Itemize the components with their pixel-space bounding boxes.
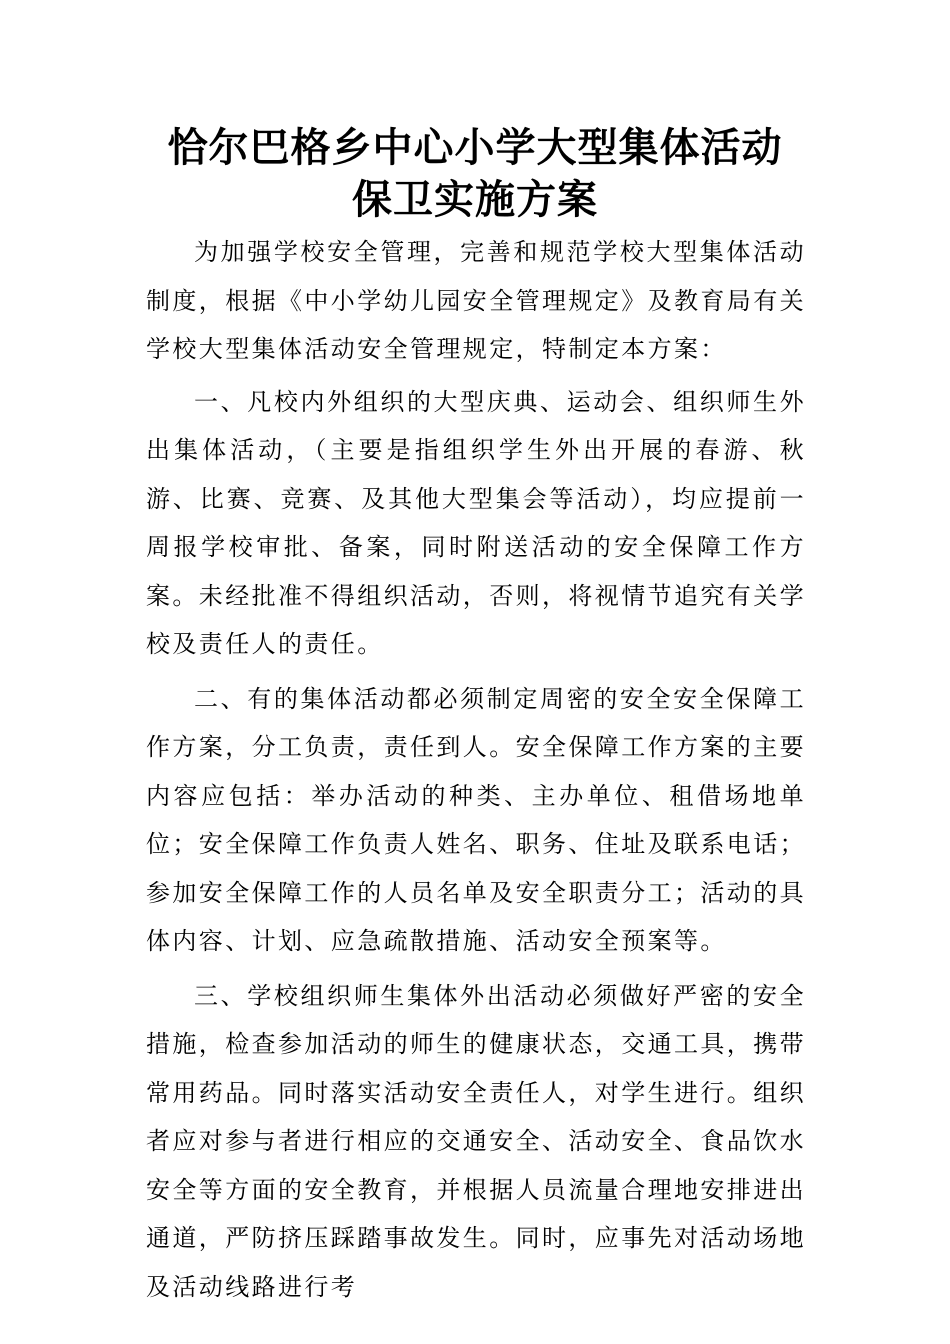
document-body — [146, 228, 806, 1317]
title-line-2: 保卫实施方案 — [352, 176, 598, 223]
section-3-paragraph: 三、学校组织师生集体外出活动必须做好严密的安全措施，检查参加活动的师生的健康状态，交通工具，携带常用药品。同时落实活动安全责任人，对学生进行。组织者应对参与者进行相应的交通安全、活动安全、食品饮水安全等方面的安全教育，并根据人员流量合理地安排进出通道，严防挤压踩踏事故发生。同时，应事先对活动场地及活动线路进行考 — [146, 981, 806, 1301]
document-title — [100, 122, 850, 226]
title-line-1: 恰尔巴格乡中心小学大型集体活动 — [167, 124, 783, 171]
section-2-paragraph: 二、有的集体活动都必须制定周密的安全安全保障工作方案，分工负责，责任到人。安全保障工作方案的主要内容应包括：举办活动的种类、主办单位、租借场地单位；安全保障工作负责人姓名、职务、住址及联系电话；参加安全保障工作的人员名单及安全职责分工；活动的具体内容、计划、应急疏散措施、活动安全预案等。 — [146, 684, 806, 955]
section-1-paragraph: 一、凡校内外组织的大型庆典、运动会、组织师生外出集体活动，（主要是指组织学生外出开展的春游、秋游、比赛、竞赛、及其他大型集会等活动），均应提前一周报学校审批、备案，同时附送活动的安全保障工作方案。未经批准不得组织活动，否则，将视情节追究有关学校及责任人的责任。 — [146, 387, 806, 658]
intro-paragraph: 为加强学校安全管理，完善和规范学校大型集体活动制度，根据《中小学幼儿园安全管理规定》及教育局有关学校大型集体活动安全管理规定，特制定本方案： — [146, 238, 806, 363]
